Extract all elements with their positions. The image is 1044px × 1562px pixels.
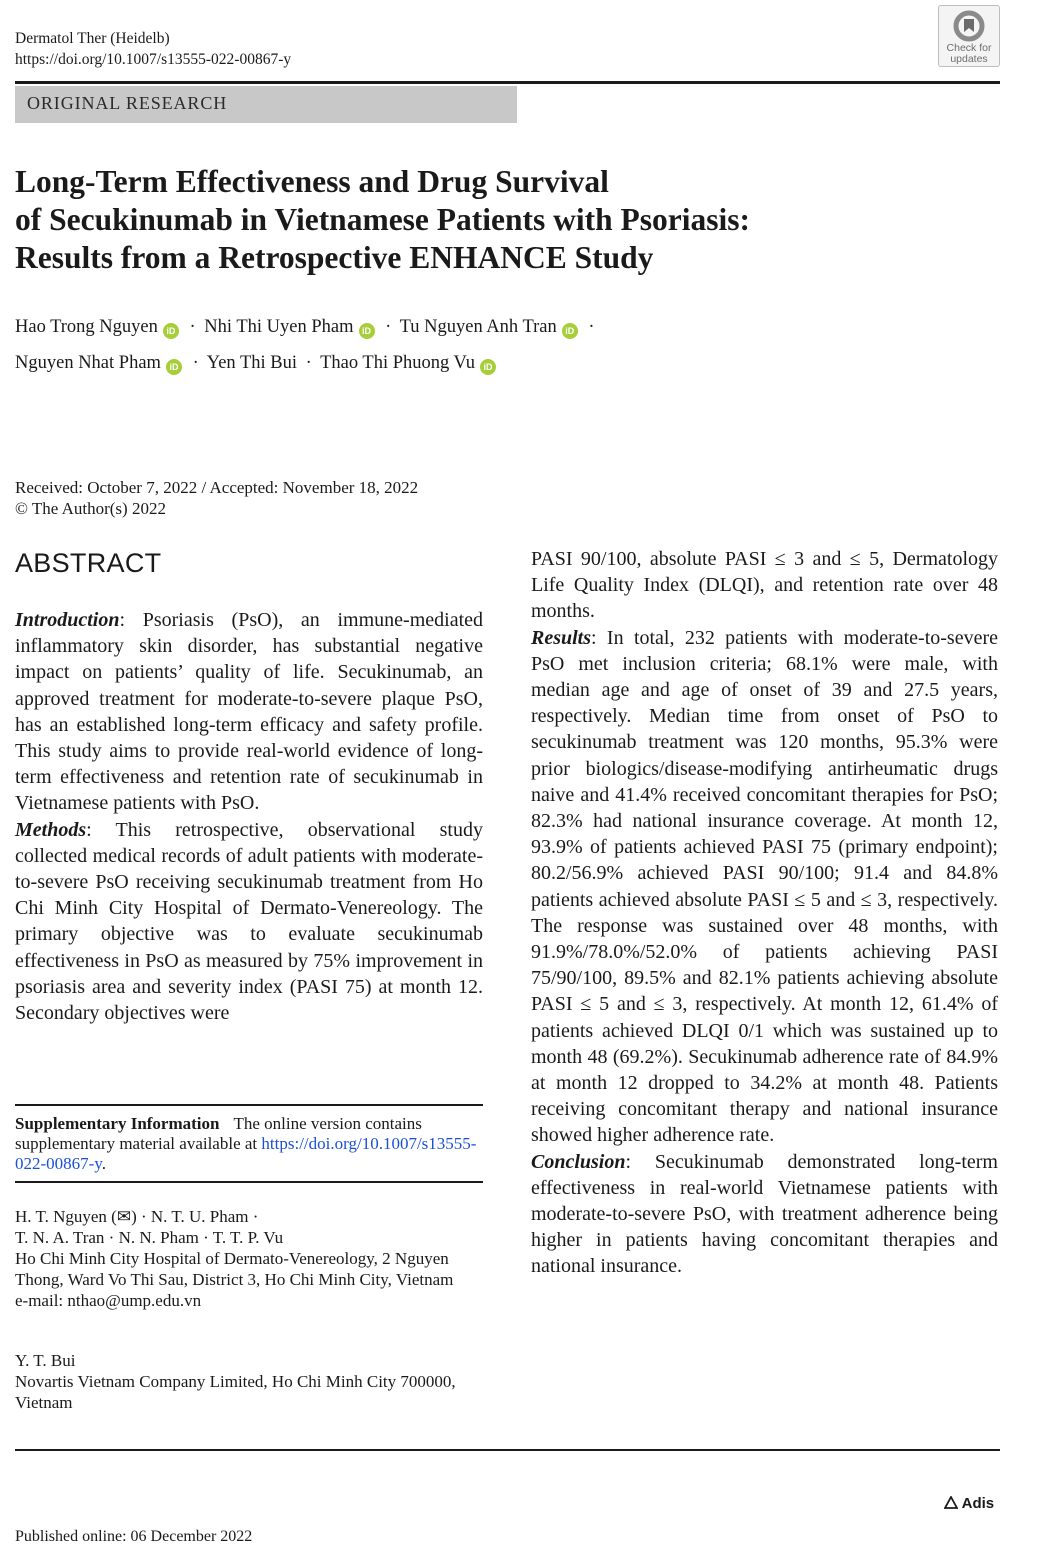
affiliation-2 xyxy=(15,1350,483,1413)
affiliation-names: T. N. A. Tran · N. N. Pham · T. T. P. Vu xyxy=(15,1228,284,1247)
results-label: Results xyxy=(531,626,592,649)
author-name[interactable]: Yen Thi Bui xyxy=(206,353,297,373)
author-name[interactable]: Nguyen Nhat Pham xyxy=(15,353,161,373)
title-line: Results from a Retrospective ENHANCE Study xyxy=(15,240,654,275)
doi-link[interactable]: https://doi.org/10.1007/s13555-022-00867-y xyxy=(15,51,292,68)
orcid-icon[interactable]: iD xyxy=(166,359,182,375)
author-name[interactable]: Nhi Thi Uyen Pham xyxy=(204,317,354,337)
published-online: Published online: 06 December 2022 xyxy=(15,1528,253,1545)
header-rule xyxy=(15,81,1000,84)
section-label: ORIGINAL RESEARCH xyxy=(27,93,228,113)
methods-label: Methods xyxy=(15,818,87,841)
article-dates xyxy=(15,477,418,519)
affiliation-names: H. T. Nguyen (✉) · N. T. U. Pham · xyxy=(15,1207,259,1226)
check-for-updates-label: Check for updates xyxy=(946,42,992,65)
supplementary-rule xyxy=(15,1104,483,1106)
supplementary-title: Supplementary Information xyxy=(15,1114,220,1133)
author-line xyxy=(15,345,1005,381)
methods-continued: PASI 90/100, absolute PASI ≤ 3 and ≤ 5, Dermatology Life Quality Index (DLQI), and retention rate over 48 months. xyxy=(531,548,998,623)
conclusion-text: : Secukinumab demonstrated long-term effectiveness in real-world Vietnamese patients with moderate-to-severe PsO, with treatment adherence being higher in patients having concomitant therapies and national insurance. xyxy=(531,1150,998,1278)
footer-rule xyxy=(15,1449,1000,1451)
adis-triangle-icon xyxy=(944,1496,958,1509)
author-separator: · xyxy=(189,317,196,337)
author-line xyxy=(15,309,1005,345)
affiliation-org: Novartis Vietnam Company Limited, Ho Chi Minh City 700000, Vietnam xyxy=(15,1372,456,1412)
affiliation-email[interactable]: e-mail: nthao@ump.edu.vn xyxy=(15,1291,202,1310)
abstract-column-right xyxy=(531,546,998,1280)
orcid-icon[interactable]: iD xyxy=(359,323,375,339)
copyright: © The Author(s) 2022 xyxy=(15,499,166,518)
abstract-conclusion xyxy=(531,1149,998,1280)
author-separator: · xyxy=(588,317,595,337)
author-name[interactable]: Thao Thi Phuong Vu xyxy=(320,353,476,373)
abstract-heading: ABSTRACT xyxy=(15,548,162,578)
author-list xyxy=(15,309,1005,381)
author-separator: · xyxy=(192,353,199,373)
conclusion-label: Conclusion xyxy=(531,1150,626,1173)
check-for-updates-badge[interactable] xyxy=(938,5,1000,67)
supplementary-text: The online version contains supplementary material available at xyxy=(15,1114,422,1153)
affiliation-1 xyxy=(15,1206,483,1311)
orcid-icon[interactable]: iD xyxy=(480,359,496,375)
journal-name: Dermatol Ther (Heidelb) xyxy=(15,30,170,47)
affiliation-names: Y. T. Bui xyxy=(15,1351,76,1370)
journal-header xyxy=(15,28,291,70)
orcid-icon[interactable]: iD xyxy=(163,323,179,339)
results-text: : In total, 232 patients with moderate-to-severe PsO met inclusion criteria; 68.1% were male, with median age and age of onset of 39 and 27.5 years, respectively. Median time from onset of PsO to secukinumab treatment was 120 months, 95.3% were prior biologics/disease-modifying antirheumatic drugs naive and 41.4% received concomitant therapies for PsO; 82.3% had national insurance coverage. At month 12, 93.9% of patients achieved PASI 75 (primary endpoint); 80.2/56.9% achieved PASI 90/100; 91.4 and 84.8% patients achieved absolute PASI ≤ 5 and ≤ 3, respectively. The response was sustained over 48 months, with 91.9%/78.0%/52.0% of patients achieving PASI 75/90/100, 89.5% and 82.1% patients achieving absolute PASI ≤ 5 and ≤ 3, respectively. At month 12, 61.4% of patients achieved DLQI 0/1 which was sustained up to month 48 (69.2%). Secukinumab adherence rate of 84.9% at month 12 dropped to 34.2% at month 48. Patients receiving concomitant therapy and national insurance showed higher adherence rate. xyxy=(531,626,998,1147)
methods-text: : This retrospective, observational study collected medical records of adult patients with moderate-to-severe PsO receiving secukinumab treatment from Ho Chi Minh City Hospital of Dermato-Venereology. The primary objective was to evaluate secukinumab effectiveness in PsO as measured by 75% improvement in psoriasis area and severity index (PASI 75) at month 12. Secondary objectives were xyxy=(15,818,483,1025)
article-title xyxy=(15,163,1005,277)
orcid-icon[interactable]: iD xyxy=(562,323,578,339)
author-separator: · xyxy=(305,353,312,373)
publisher-name: Adis xyxy=(961,1495,995,1512)
introduction-text: : Psoriasis (PsO), an immune-mediated inflammatory skin disorder, has substantial negative impact on patients’ quality of life. Secukinumab, an approved treatment for moderate-to-severe plaque PsO, has an established long-term efficacy and safety profile. This study aims to provide real-world evidence of long-term effectiveness and retention rate of secukinumab in Vietnamese patients with PsO. xyxy=(15,609,483,815)
title-line: Long-Term Effectiveness and Drug Survival xyxy=(15,164,609,199)
author-name[interactable]: Hao Trong Nguyen xyxy=(15,317,158,337)
publisher-logo xyxy=(944,1495,994,1512)
envelope-icon[interactable]: ✉ xyxy=(116,1207,132,1226)
abstract-methods xyxy=(15,817,483,1027)
bookmark-ring-icon xyxy=(953,10,985,42)
supplementary-info: Supplementary Information The online version contains supplementary material available at https://doi.org/10.1007/s13555-022-00867-y. xyxy=(15,1114,477,1173)
supplementary-link[interactable]: https://doi.org/10.1007/s13555-022-00867-y xyxy=(15,1134,477,1173)
author-name[interactable]: Tu Nguyen Anh Tran xyxy=(399,317,557,337)
author-separator: · xyxy=(385,317,392,337)
affiliation-org: Ho Chi Minh City Hospital of Dermato-Venereology, 2 Nguyen Thong, Ward Vo Thi Sau, District 3, Ho Chi Minh City, Vietnam xyxy=(15,1249,454,1289)
introduction-label: Introduction xyxy=(15,609,120,631)
abstract-column-left xyxy=(15,607,483,1026)
title-line: of Secukinumab in Vietnamese Patients with Psoriasis: xyxy=(15,202,751,237)
abstract-results xyxy=(531,625,998,1149)
abstract-introduction xyxy=(15,607,483,817)
received-accepted: Received: October 7, 2022 / Accepted: November 18, 2022 xyxy=(15,478,419,497)
supplementary-bottom-rule xyxy=(15,1181,483,1183)
